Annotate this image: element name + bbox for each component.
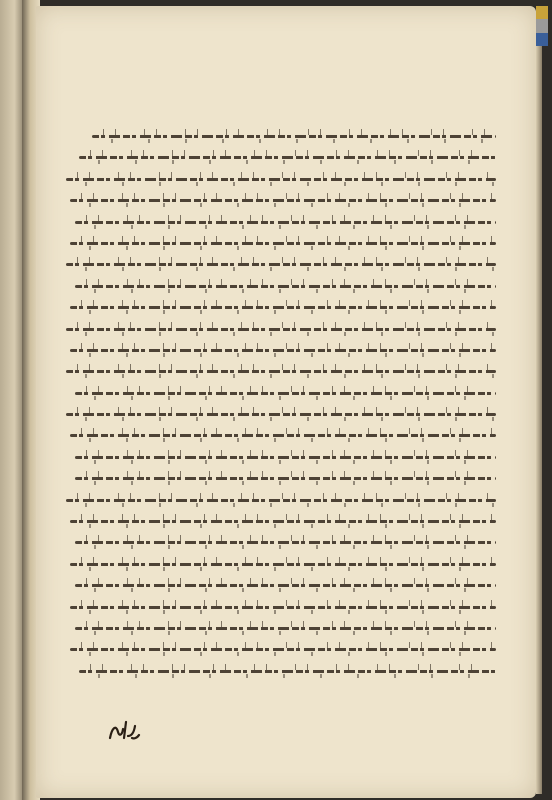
handwriting-stroke bbox=[79, 670, 496, 673]
handwriting-stroke bbox=[66, 263, 496, 266]
handwriting-stroke bbox=[75, 477, 496, 480]
handwriting-stroke bbox=[75, 221, 496, 224]
manuscript-line bbox=[66, 169, 496, 190]
manuscript-line bbox=[66, 383, 496, 404]
manuscript-line bbox=[66, 276, 496, 297]
facing-page-edge bbox=[0, 0, 24, 800]
handwriting-stroke bbox=[66, 178, 496, 181]
handwriting-stroke bbox=[70, 563, 496, 566]
color-swatch bbox=[536, 19, 548, 32]
manuscript-line bbox=[66, 575, 496, 596]
manuscript-line bbox=[66, 297, 496, 318]
manuscript-line bbox=[66, 126, 496, 147]
manuscript-line bbox=[66, 639, 496, 660]
handwriting-stroke bbox=[70, 306, 496, 309]
manuscript-text-block bbox=[66, 126, 496, 676]
manuscript-page bbox=[36, 6, 536, 798]
handwriting-stroke bbox=[70, 520, 496, 523]
handwriting-stroke bbox=[70, 349, 496, 352]
manuscript-line bbox=[66, 404, 496, 425]
color-swatch bbox=[536, 6, 548, 19]
manuscript-line bbox=[66, 554, 496, 575]
manuscript-line bbox=[66, 319, 496, 340]
manuscript-line bbox=[66, 447, 496, 468]
handwriting-stroke bbox=[70, 242, 496, 245]
manuscript-line bbox=[66, 425, 496, 446]
page-fore-edge bbox=[536, 10, 542, 794]
handwriting-stroke bbox=[70, 199, 496, 202]
manuscript-line bbox=[66, 532, 496, 553]
manuscript-line bbox=[66, 190, 496, 211]
color-swatch bbox=[536, 33, 548, 46]
color-calibration-chip bbox=[536, 6, 548, 46]
handwriting-stroke bbox=[79, 156, 496, 159]
handwriting-stroke bbox=[66, 370, 496, 373]
manuscript-line bbox=[66, 233, 496, 254]
handwriting-stroke bbox=[92, 135, 496, 138]
manuscript-line bbox=[66, 361, 496, 382]
handwriting-stroke bbox=[75, 456, 496, 459]
manuscript-line bbox=[66, 147, 496, 168]
handwriting-stroke bbox=[75, 627, 496, 630]
manuscript-line bbox=[66, 661, 496, 682]
folio-number-mark bbox=[104, 714, 144, 744]
manuscript-line bbox=[66, 340, 496, 361]
manuscript-line bbox=[66, 618, 496, 639]
handwriting-stroke bbox=[66, 499, 496, 502]
handwriting-stroke bbox=[70, 434, 496, 437]
manuscript-line bbox=[66, 254, 496, 275]
manuscript-line bbox=[66, 490, 496, 511]
manuscript-line bbox=[66, 468, 496, 489]
handwriting-stroke bbox=[66, 328, 496, 331]
handwriting-stroke bbox=[75, 584, 496, 587]
handwriting-stroke bbox=[75, 285, 496, 288]
manuscript-line bbox=[66, 511, 496, 532]
handwriting-stroke bbox=[70, 606, 496, 609]
handwriting-stroke bbox=[70, 648, 496, 651]
handwriting-stroke bbox=[75, 541, 496, 544]
manuscript-line bbox=[66, 597, 496, 618]
handwriting-stroke bbox=[66, 413, 496, 416]
manuscript-line bbox=[66, 212, 496, 233]
handwriting-stroke bbox=[75, 392, 496, 395]
